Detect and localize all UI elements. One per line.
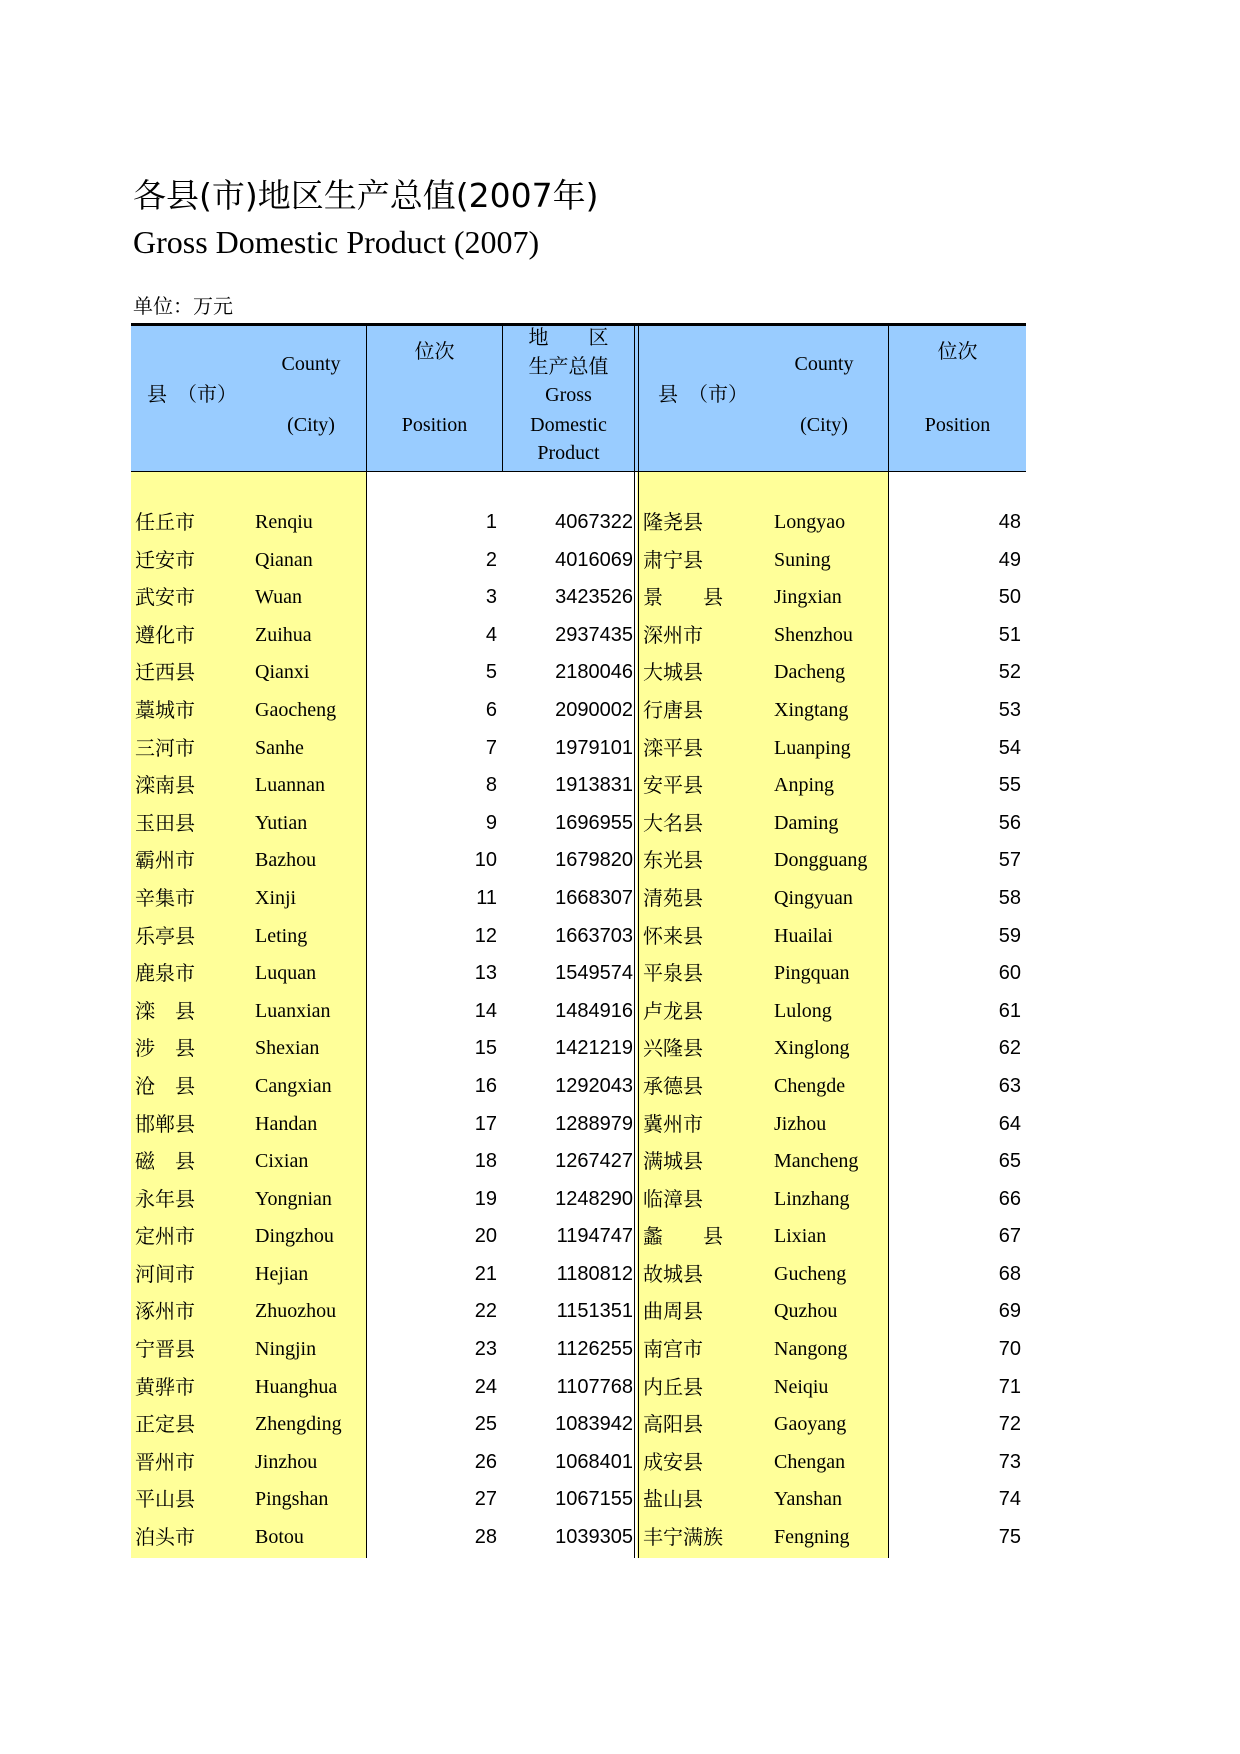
county-cn-right: 蠡 县 xyxy=(643,1224,723,1249)
county-cn-right: 清苑县 xyxy=(643,885,703,910)
position: 16 xyxy=(474,1074,497,1097)
county-cn-right: 隆尧县 xyxy=(643,510,703,534)
county-cn-right: 深州市 xyxy=(643,622,703,647)
header-city-en: (City) xyxy=(287,414,335,436)
county-cn: 遵化市 xyxy=(135,622,195,647)
gdp-value: 1696955 xyxy=(555,811,633,834)
position-right: 58 xyxy=(998,886,1021,909)
position-right: 55 xyxy=(998,774,1021,797)
position: 26 xyxy=(474,1450,497,1473)
county-en: Zhengding xyxy=(255,1413,342,1436)
county-cn-right: 行唐县 xyxy=(643,697,703,722)
position-right: 64 xyxy=(998,1112,1021,1135)
gdp-value: 3423526 xyxy=(555,586,633,609)
county-cn: 泊头市 xyxy=(135,1525,195,1550)
county-en-right: Huailai xyxy=(774,924,833,947)
county-cn: 辛集市 xyxy=(135,885,195,910)
county-en: Zuihua xyxy=(255,623,312,646)
header-county-en-right: County xyxy=(794,353,854,375)
unit-label: 单位：万元 xyxy=(133,294,233,318)
table-row xyxy=(131,654,1026,692)
county-cn-right: 盐山县 xyxy=(643,1487,703,1512)
position: 5 xyxy=(485,661,497,684)
county-en-right: Jizhou xyxy=(774,1112,827,1135)
position-right: 69 xyxy=(998,1300,1021,1323)
position: 7 xyxy=(485,736,497,759)
county-cn: 邯郸县 xyxy=(135,1111,195,1136)
gdp-value: 1267427 xyxy=(555,1150,633,1173)
position: 23 xyxy=(474,1338,497,1361)
position: 3 xyxy=(485,586,497,609)
position-right: 56 xyxy=(998,811,1021,834)
county-cn-right: 曲周县 xyxy=(643,1299,703,1324)
table-row xyxy=(131,542,1026,580)
position-right: 48 xyxy=(998,511,1021,533)
table-row xyxy=(131,1331,1026,1369)
position: 25 xyxy=(474,1413,497,1436)
county-en-right: Daming xyxy=(774,811,839,834)
position: 22 xyxy=(474,1300,497,1323)
position-right: 54 xyxy=(998,736,1021,759)
position: 9 xyxy=(485,811,497,834)
county-en: Qianan xyxy=(255,548,313,571)
county-en: Ningjin xyxy=(255,1338,317,1361)
header-position-en-right: Position xyxy=(924,414,991,436)
gdp-value: 2937435 xyxy=(555,623,633,646)
header-gdp-cn-2: 生产总值 xyxy=(528,354,609,378)
gdp-value: 1194747 xyxy=(556,1225,633,1248)
county-cn: 晋州市 xyxy=(135,1449,195,1474)
table-row xyxy=(131,842,1026,880)
header-position-cn: 位次 xyxy=(414,339,455,363)
county-cn: 乐亭县 xyxy=(135,923,195,948)
table-row xyxy=(131,1030,1026,1068)
position-right: 72 xyxy=(998,1413,1021,1436)
county-en: Huanghua xyxy=(255,1375,338,1398)
table-row xyxy=(131,805,1026,843)
gdp-value: 1679820 xyxy=(555,849,633,872)
county-en: Luquan xyxy=(255,962,317,985)
county-en-right: Quzhou xyxy=(774,1300,838,1323)
position-right: 52 xyxy=(998,661,1021,684)
county-cn-right: 临漳县 xyxy=(643,1186,703,1211)
county-en: Renqiu xyxy=(255,511,313,533)
position: 15 xyxy=(474,1037,497,1060)
position: 24 xyxy=(474,1375,497,1398)
table-row xyxy=(131,617,1026,655)
gdp-value: 1107768 xyxy=(556,1375,633,1398)
county-en: Leting xyxy=(255,924,308,947)
county-cn: 滦 县 xyxy=(135,998,195,1023)
position-right: 49 xyxy=(998,548,1021,571)
county-cn: 迁西县 xyxy=(135,660,195,685)
header-gdp-en-3: Product xyxy=(537,442,600,464)
county-cn: 任丘市 xyxy=(135,510,195,534)
position-right: 74 xyxy=(998,1488,1021,1511)
position-right: 73 xyxy=(998,1450,1021,1473)
county-en-right: Lixian xyxy=(774,1225,827,1248)
county-cn: 霸州市 xyxy=(135,848,195,873)
position-right: 71 xyxy=(998,1375,1021,1398)
table-row xyxy=(131,1293,1026,1331)
header-county-cn: 县 （市） xyxy=(147,382,237,406)
table-row xyxy=(131,1181,1026,1219)
county-en: Sanhe xyxy=(255,736,304,759)
county-en-right: Mancheng xyxy=(774,1150,859,1173)
position-right: 66 xyxy=(998,1187,1021,1210)
position-right: 68 xyxy=(998,1262,1021,1285)
table-row xyxy=(131,692,1026,730)
county-en: Cangxian xyxy=(255,1074,332,1097)
gdp-value: 1484916 xyxy=(555,999,633,1022)
table-row xyxy=(131,1256,1026,1294)
position-right: 62 xyxy=(998,1037,1021,1060)
county-cn-right: 滦平县 xyxy=(643,735,703,760)
county-en-right: Chengde xyxy=(774,1074,846,1097)
county-en-right: Fengning xyxy=(774,1526,850,1549)
county-en: Gaocheng xyxy=(255,698,337,721)
position-right: 50 xyxy=(998,586,1021,609)
position: 10 xyxy=(474,849,497,872)
county-cn: 涉 县 xyxy=(135,1036,195,1061)
county-en-right: Gaoyang xyxy=(774,1413,847,1436)
county-en-right: Yanshan xyxy=(774,1488,842,1511)
county-cn: 河间市 xyxy=(135,1261,195,1286)
county-en-right: Neiqiu xyxy=(774,1375,829,1398)
position: 20 xyxy=(474,1225,497,1248)
county-en-right: Lulong xyxy=(774,999,832,1022)
position: 6 xyxy=(485,698,497,721)
county-en: Hejian xyxy=(255,1262,309,1285)
position-right: 63 xyxy=(998,1074,1021,1097)
gdp-value: 2180046 xyxy=(555,661,633,684)
position: 13 xyxy=(474,962,497,985)
table-row xyxy=(131,1068,1026,1106)
county-cn-right: 安平县 xyxy=(643,773,703,798)
county-cn-right: 东光县 xyxy=(643,848,703,873)
position: 1 xyxy=(485,511,497,533)
county-en: Cixian xyxy=(255,1150,309,1173)
county-cn: 玉田县 xyxy=(135,810,195,835)
county-en-right: Gucheng xyxy=(774,1262,847,1285)
table-row xyxy=(131,955,1026,993)
header-position-cn-right: 位次 xyxy=(937,339,978,363)
position: 2 xyxy=(485,548,497,571)
county-cn-right: 成安县 xyxy=(643,1449,703,1474)
county-en: Pingshan xyxy=(255,1488,329,1511)
table-row xyxy=(131,993,1026,1031)
position: 17 xyxy=(474,1112,497,1135)
county-cn: 永年县 xyxy=(135,1186,195,1211)
table-row xyxy=(131,1369,1026,1407)
table-row xyxy=(131,504,1026,542)
header-county-en: County xyxy=(281,353,341,375)
county-cn-right: 高阳县 xyxy=(643,1412,703,1437)
gdp-value: 1979101 xyxy=(555,736,633,759)
county-en: Jinzhou xyxy=(255,1450,318,1473)
county-en: Bazhou xyxy=(255,849,317,872)
header-city-en-right: (City) xyxy=(800,414,848,436)
table-row xyxy=(131,1406,1026,1444)
county-cn: 藁城市 xyxy=(135,697,195,722)
county-cn: 三河市 xyxy=(135,735,195,760)
gdp-value: 1663703 xyxy=(555,924,633,947)
position-right: 57 xyxy=(998,849,1021,872)
county-cn-right: 景 县 xyxy=(643,585,723,610)
gdp-value: 1068401 xyxy=(555,1450,633,1473)
county-en-right: Longyao xyxy=(774,511,846,533)
header-position-en: Position xyxy=(401,414,468,436)
table-row xyxy=(131,918,1026,956)
position: 12 xyxy=(474,924,497,947)
gdp-value: 1039305 xyxy=(555,1526,633,1549)
county-en: Luannan xyxy=(255,774,325,797)
county-en: Shexian xyxy=(255,1037,320,1060)
county-cn: 沧 县 xyxy=(135,1073,195,1098)
county-en: Yutian xyxy=(255,811,308,834)
gdp-value: 2090002 xyxy=(555,698,633,721)
county-cn: 迁安市 xyxy=(135,547,195,572)
gdp-value: 4067322 xyxy=(555,511,633,533)
table-row xyxy=(131,1218,1026,1256)
position-right: 67 xyxy=(998,1225,1021,1248)
county-en-right: Luanping xyxy=(774,736,851,759)
gdp-value: 1180812 xyxy=(556,1262,633,1285)
county-cn: 鹿泉市 xyxy=(135,961,195,986)
county-en-right: Pingquan xyxy=(774,962,850,985)
gdp-value: 1083942 xyxy=(555,1413,633,1436)
county-cn: 磁 县 xyxy=(135,1149,195,1174)
position-right: 61 xyxy=(998,999,1021,1022)
position: 18 xyxy=(474,1150,497,1173)
county-en-right: Xinglong xyxy=(774,1037,850,1060)
county-en-right: Chengan xyxy=(774,1450,846,1473)
gdp-value: 1126255 xyxy=(556,1338,633,1361)
county-en-right: Anping xyxy=(774,774,834,797)
county-en: Yongnian xyxy=(255,1187,332,1210)
table-row xyxy=(131,1444,1026,1482)
gdp-value: 1549574 xyxy=(555,962,633,985)
county-cn-right: 内丘县 xyxy=(643,1374,703,1399)
position-right: 70 xyxy=(998,1338,1021,1361)
page-title-cn: 各县(市)地区生产总值(2007年) xyxy=(133,176,599,215)
table-row xyxy=(131,1519,1026,1557)
county-en-right: Dongguang xyxy=(774,849,868,872)
gdp-table xyxy=(131,323,1026,1558)
header-gdp-en-1: Gross xyxy=(545,384,592,406)
gdp-value: 1913831 xyxy=(555,774,633,797)
position-right: 60 xyxy=(998,962,1021,985)
table-row xyxy=(131,880,1026,918)
county-cn: 滦南县 xyxy=(135,773,195,798)
county-en-right: Suning xyxy=(774,548,831,571)
position: 8 xyxy=(485,774,497,797)
table-row xyxy=(131,1143,1026,1181)
gdp-value: 1067155 xyxy=(555,1488,633,1511)
gdp-value: 1292043 xyxy=(555,1074,633,1097)
county-cn: 平山县 xyxy=(135,1487,195,1512)
county-cn-right: 兴隆县 xyxy=(643,1036,703,1061)
county-cn-right: 丰宁满族 xyxy=(643,1525,723,1550)
county-cn: 正定县 xyxy=(135,1412,195,1437)
county-en: Dingzhou xyxy=(255,1225,334,1248)
county-en: Luanxian xyxy=(255,999,331,1022)
gdp-value: 1248290 xyxy=(555,1187,633,1210)
position-right: 65 xyxy=(998,1150,1021,1173)
county-cn: 涿州市 xyxy=(135,1299,195,1324)
county-cn: 武安市 xyxy=(135,585,195,610)
table-row xyxy=(131,730,1026,768)
position: 4 xyxy=(485,623,497,646)
county-en: Xinji xyxy=(255,886,297,909)
county-cn-right: 冀州市 xyxy=(643,1111,703,1136)
position-right: 51 xyxy=(998,623,1021,646)
position: 19 xyxy=(474,1187,497,1210)
position: 14 xyxy=(474,999,497,1022)
gdp-value: 1421219 xyxy=(555,1037,633,1060)
county-cn: 定州市 xyxy=(135,1224,195,1249)
table-row xyxy=(131,579,1026,617)
gdp-value: 1288979 xyxy=(555,1112,633,1135)
table-row xyxy=(131,767,1026,805)
county-en-right: Shenzhou xyxy=(774,623,853,646)
county-cn-right: 满城县 xyxy=(643,1149,703,1174)
county-cn: 宁晋县 xyxy=(135,1337,195,1362)
county-cn-right: 故城县 xyxy=(643,1261,703,1286)
position-right: 59 xyxy=(998,924,1021,947)
position: 27 xyxy=(474,1488,497,1511)
page-title-en: Gross Domestic Product (2007) xyxy=(133,224,540,260)
table-body xyxy=(131,504,1026,1557)
position-right: 53 xyxy=(998,698,1021,721)
position: 11 xyxy=(476,886,497,909)
county-en-right: Linzhang xyxy=(774,1187,850,1210)
county-cn-right: 怀来县 xyxy=(643,923,703,948)
county-en: Botou xyxy=(255,1526,304,1549)
county-en: Qianxi xyxy=(255,661,310,684)
county-en-right: Qingyuan xyxy=(774,886,853,909)
gdp-value: 1151351 xyxy=(556,1300,633,1323)
county-cn-right: 南宫市 xyxy=(643,1337,703,1362)
county-cn-right: 平泉县 xyxy=(643,961,703,986)
table-row xyxy=(131,1106,1026,1144)
county-cn-right: 大名县 xyxy=(643,810,703,835)
header-county-cn-right: 县 （市） xyxy=(658,382,748,406)
county-cn-right: 承德县 xyxy=(643,1073,703,1098)
county-cn-right: 卢龙县 xyxy=(643,998,703,1023)
table-row xyxy=(131,1481,1026,1519)
county-en-right: Xingtang xyxy=(774,698,849,721)
header-gdp-cn-1: 地 区 xyxy=(528,325,609,349)
county-cn: 黄骅市 xyxy=(135,1374,195,1399)
position: 21 xyxy=(474,1262,497,1285)
county-en-right: Nangong xyxy=(774,1338,848,1361)
header-gdp-en-2: Domestic xyxy=(530,414,607,436)
position-right: 75 xyxy=(998,1526,1021,1549)
county-en-right: Dacheng xyxy=(774,661,846,684)
county-en: Handan xyxy=(255,1112,318,1135)
position: 28 xyxy=(474,1526,497,1549)
county-cn-right: 肃宁县 xyxy=(643,547,703,572)
county-en-right: Jingxian xyxy=(774,586,842,609)
county-en: Wuan xyxy=(255,586,302,609)
gdp-value: 1668307 xyxy=(555,886,633,909)
gdp-value: 4016069 xyxy=(555,548,633,571)
county-cn-right: 大城县 xyxy=(643,660,703,685)
county-en: Zhuozhou xyxy=(255,1300,337,1323)
